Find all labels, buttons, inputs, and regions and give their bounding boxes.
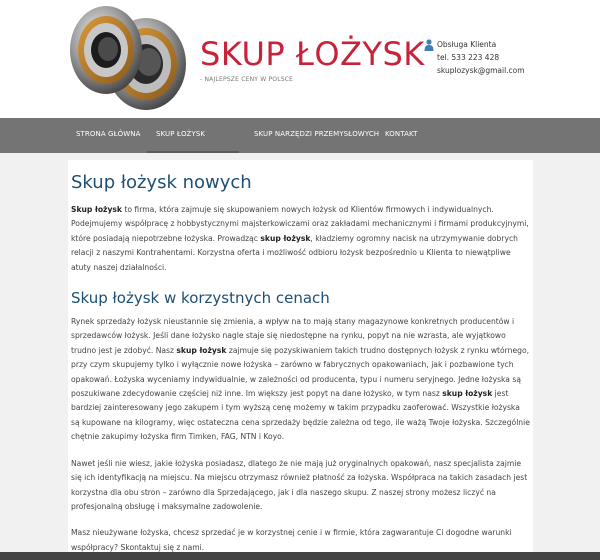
intro-paragraph bbox=[71, 203, 530, 275]
page-title: Skup łożysk nowych bbox=[71, 172, 252, 193]
text-run: zajmuje się pozyskiwaniem takich trudno dostępnych łożysk z rynku wtórnego, przy czym skupujemy tylko i wyłącznie nowe łożyska – zarówno w fabrycznych opakowaniach, jak i pozbawione tych opakowań. Łożyska wyceniamy indywidualnie, w zależności od producenta, typu i numeru seryjnego. Jedne łożyska są poszukiwane zdecydowanie częściej niż inne. Im większy jest popyt na dane łożysko, w tym nasz bbox=[71, 345, 530, 399]
nav-item-industrial-tools[interactable]: SKUP NARZĘDZI PRZEMYSŁOWYCH bbox=[254, 130, 380, 138]
nav-item-new-bearings[interactable]: SKUP ŁOŻYSK bbox=[147, 118, 239, 153]
footer-bar bbox=[0, 552, 600, 560]
contact-label: Obsługa Klienta bbox=[437, 40, 497, 49]
identification-paragraph: Nawet jeśli nie wiesz, jakie łożyska posiadasz, dlatego że nie mają już oryginalnych opakowań, nasz specjalista zajmie się ich identyfikacją na miejscu. Na miejscu otrzymasz również płatność za łożyska. Współpraca na takich zasadach jest korzystna dla obu stron – zarówno dla Sprzedającego, jak i dla naszego skupu. Z naszej strony możesz liczyć na profesjonalną obsługę i maksymalne zadowolenie. bbox=[71, 458, 528, 511]
contact-email[interactable]: skuplozysk@gmail.com bbox=[437, 66, 525, 75]
text-run: Rynek sprzedaży łożysk nieustannie się zmienia, a wpływ na to mają stany magazynowe konkretnych producentów i sprzedawców łożysk. Jeśli dane łożysko nagle staje się niedostępne na rynku, popyt na nie wzrasta, ale wyjątkowo trudno jest je zdobyć. Nasz bbox=[71, 317, 515, 355]
bold-phrase: skup łożysk bbox=[260, 233, 311, 243]
main-content bbox=[68, 160, 533, 552]
nav-item-contact[interactable]: KONTAKT bbox=[385, 130, 418, 138]
contact-phone[interactable]: tel. 533 223 428 bbox=[437, 53, 500, 62]
ball-bearings-image[interactable] bbox=[68, 2, 188, 114]
nav-item-home[interactable]: STRONA GŁÓWNA bbox=[76, 130, 141, 138]
bold-phrase: Skup łożysk bbox=[71, 205, 122, 214]
site-header bbox=[0, 0, 600, 118]
main-nav bbox=[0, 118, 600, 153]
cta-paragraph: Masz nieużywane łożyska, chcesz sprzedać je w korzystnej cenie i w firmie, która zagwarantuje Ci dogodne warunki współpracy? Skontaktuj się z nami. bbox=[71, 528, 512, 552]
text-run: , kładziemy ogromny nacisk na utrzymywanie dobrych relacji z naszymi Kontrahentami. Korzystna oferta i możliwość odbioru łożysk bezpośrednio u Klienta to niewątpliwe atuty naszej działalności. bbox=[71, 233, 518, 272]
bold-phrase: skup łożysk bbox=[442, 389, 493, 399]
site-tagline: - NAJLEPSZE CENY W POLSCE bbox=[200, 76, 294, 83]
market-paragraph bbox=[71, 315, 530, 445]
bold-phrase: skup łożysk bbox=[176, 345, 227, 355]
section-heading: Skup łożysk w korzystnych cenach bbox=[71, 289, 330, 308]
text-run: to firma, która zajmuje się skupowaniem nowych łożysk od Klientów firmowych i indywidualnych. Podejmujemy współpracę z hobbystycznymi majsterkowiczami oraz zakładami mechanicznymi i firmami produkcyjnymi, które posiadają niepotrzebne łożyska. Prowadząc bbox=[71, 205, 529, 243]
person-icon bbox=[424, 39, 434, 51]
brand-block bbox=[200, 35, 425, 83]
site-title[interactable]: SKUP ŁOŻYSK bbox=[200, 35, 425, 73]
text-run: jest bardziej zainteresowany jego zakupem i tym wyższą cenę możemy w takim przypadku zaoferować. Wszystkie łożyska są kupowane na kilogramy, więc ostateczna cena sprzedaży będzie zależna od tego, ile ważą Twoje łożyska. Szczególnie chętnie zakupimy łożyska firm Timken, FAG, NTN i Koyo. bbox=[71, 389, 530, 442]
contact-info bbox=[424, 38, 525, 77]
